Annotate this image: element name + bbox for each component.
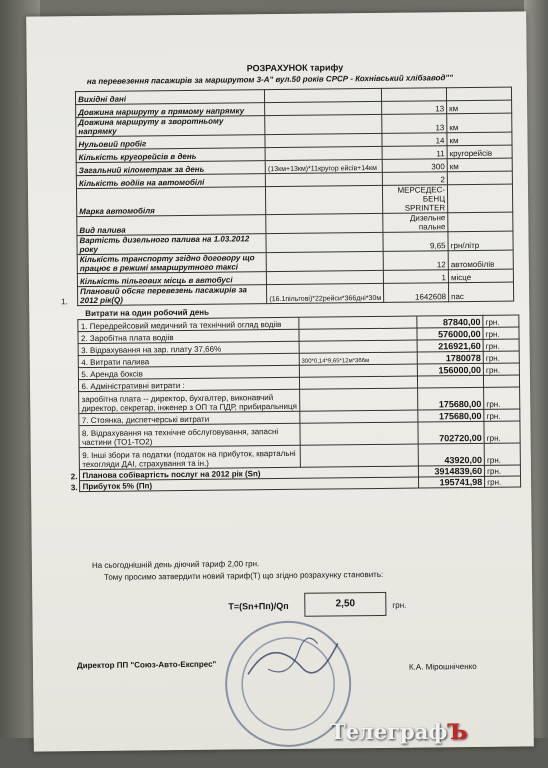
param-formula — [265, 114, 382, 134]
row-number — [58, 236, 77, 255]
params-row — [59, 282, 514, 306]
param-value: 12 — [383, 251, 448, 271]
director-label: Директор ПП "Союз-Авто-Експрес" — [76, 659, 217, 671]
row-number — [61, 448, 80, 470]
param-value: 300 — [382, 159, 447, 173]
row-number — [60, 426, 79, 448]
param-value: МЕРСЕДЕС-БЕНЦ SPRINTER — [382, 185, 447, 214]
param-unit: км — [447, 132, 512, 146]
row-number — [58, 163, 77, 176]
row-number: 1. — [61, 296, 68, 306]
param-formula — [265, 101, 382, 115]
param-label: Кількість пільгових місць в автобусі — [77, 272, 266, 287]
cost-unit: грн. — [483, 351, 519, 363]
watermark-text: Телеграф — [330, 719, 448, 744]
cost-label: 1. Передрейсовий медичний та технічний огляд водіів — [78, 317, 298, 331]
cost-label: 2. Заробітна плата водіів — [78, 329, 298, 343]
cost-label: 5. Аренда боксів — [79, 365, 299, 379]
total-label: Планова собівартість послуг на 2012 рік (Sn) — [80, 466, 418, 481]
param-formula — [266, 185, 383, 214]
cost-value — [417, 375, 484, 388]
total-unit: грн. — [485, 465, 521, 476]
param-unit: пас — [448, 282, 513, 302]
cost-formula — [300, 444, 418, 467]
cost-value: 576000,00 — [416, 327, 483, 340]
row-number — [58, 176, 77, 189]
cost-unit: грн. — [484, 409, 520, 421]
row-number — [58, 150, 77, 163]
cost-value: 175680,00 — [417, 387, 484, 410]
param-label: Загальний кілометраж за день — [76, 161, 265, 176]
cost-label: 9. Інші збори та податки (податок на прибуток, квартальні техогляди ДАІ, страхування та ін.) — [80, 445, 300, 469]
param-formula: (16.1пільгові)*22рейси*366дні*30м — [267, 283, 384, 303]
cost-unit — [484, 375, 520, 387]
param-value: 1642608 — [383, 283, 448, 303]
param-formula — [266, 172, 383, 186]
document-subtitle: на перевезення пасажирів за маршрутом 3-А" вул.50 років СРСР - Кохнівський хлібзавод"" — [86, 73, 454, 87]
row-number — [59, 332, 78, 344]
watermark-logo — [330, 719, 467, 744]
cost-value: 175680,00 — [417, 409, 484, 422]
tariff-formula: Т=(Sn+Пп)/Qп — [228, 600, 289, 612]
row-number: 3. — [70, 482, 78, 492]
total-value: 195741,98 — [418, 476, 485, 488]
param-formula — [265, 133, 382, 147]
cost-unit: грн. — [484, 387, 520, 409]
params-table — [57, 87, 514, 307]
param-value: 2 — [382, 172, 447, 186]
tariff-unit: грн. — [392, 600, 407, 610]
cost-value: 216921,60 — [417, 339, 484, 352]
document-sheet — [26, 11, 534, 751]
cost-value: 1780078 — [417, 351, 484, 364]
param-label: Вартість дизельного палива на 1.03.2012 року — [77, 234, 266, 255]
param-unit: км — [447, 158, 512, 172]
param-label: Довжина маршруту в прямому напрямку — [76, 103, 265, 118]
param-label: Марка автомобіля — [76, 187, 266, 217]
param-unit — [446, 87, 511, 101]
costs-title: Витрати на один робочий день — [85, 307, 210, 319]
cost-unit: грн. — [483, 363, 519, 375]
param-unit: місце — [448, 269, 513, 283]
param-value: 1 — [383, 270, 448, 284]
cost-label: 4. Витрати палива — [79, 353, 299, 367]
cost-label: 3. Відрахування на зар. плату 37,66% — [79, 341, 299, 355]
param-formula — [267, 270, 384, 284]
param-unit: км — [447, 113, 512, 133]
total-label: Прибуток 5% (Пп) — [80, 477, 418, 492]
current-tariff-note: На сьогоднішній день діючий тариф 2,00 грн. — [91, 559, 260, 570]
param-label: Вихідні дані — [75, 90, 264, 105]
row-number — [59, 255, 78, 274]
param-label: Плановий обсяг перевезень пасажирів за 2012 рік(Q) — [77, 285, 266, 306]
cost-label: 7. Стоянка, диспетчерські витрати — [79, 411, 299, 425]
param-value: Дизельне пальне — [383, 213, 448, 233]
param-value: 13 — [382, 114, 447, 134]
row-number: 2. — [70, 471, 78, 481]
row-number — [60, 392, 79, 414]
row-number — [60, 344, 79, 356]
cost-unit: грн. — [483, 315, 519, 327]
param-formula — [266, 251, 383, 271]
params-row — [58, 184, 513, 217]
param-formula — [266, 213, 383, 233]
row-number — [60, 380, 79, 392]
param-value: 11 — [382, 146, 447, 160]
param-unit: автомобілів — [448, 250, 513, 270]
row-number — [57, 137, 76, 150]
param-label: Вид палива — [77, 215, 266, 236]
cost-label: 6. Адміністративні витрати : — [79, 377, 299, 391]
total-value: 3914839,60 — [418, 465, 485, 477]
param-unit: кругорейсів — [447, 145, 512, 159]
row-number — [60, 356, 79, 368]
param-label: Кількість транспорту згідно договору що працює в режимі ммаршрутного таксі — [77, 253, 266, 274]
param-unit — [447, 171, 512, 185]
param-value: 9,65 — [383, 232, 448, 252]
param-unit — [447, 184, 512, 213]
param-formula: (13км+13км)*11кругор ейсів+14км — [265, 159, 382, 173]
cost-value: 156000,00 — [417, 363, 484, 376]
param-value: 13 — [382, 101, 447, 115]
row-number — [57, 118, 76, 137]
cost-value: 43920,00 — [418, 443, 485, 466]
param-unit — [448, 212, 513, 232]
cost-unit: грн. — [484, 443, 520, 465]
cost-label: 8. Відрахування на технічне обслуговування, запасні частини (ТО1-ТО2) — [79, 423, 299, 447]
director-name: К.А. Мірошніченко — [408, 661, 477, 672]
costs-table — [59, 314, 521, 492]
param-label: Довжина маршруту в зворотньому напрямку — [76, 116, 265, 137]
cost-unit: грн. — [483, 327, 519, 339]
row-number — [60, 414, 79, 426]
cost-formula — [299, 388, 417, 411]
row-number — [58, 217, 77, 236]
cost-formula: 300*0,14*9,65*12м*366м — [299, 352, 417, 365]
request-note: Тому просимо затвердити новий тариф(Т) що згідно розрахунку становить: — [103, 569, 384, 582]
tariff-value-box: 2,50 — [304, 592, 386, 617]
total-unit: грн. — [485, 476, 521, 487]
param-formula — [266, 232, 383, 252]
param-label: Нульовий пробіг — [76, 135, 265, 150]
param-formula — [265, 146, 382, 160]
row-number — [59, 274, 78, 287]
cost-unit: грн. — [483, 339, 519, 351]
param-formula — [265, 88, 382, 102]
row-number — [58, 189, 77, 217]
param-value — [381, 88, 446, 102]
cost-value: 87840,00 — [416, 315, 483, 328]
row-number — [60, 368, 79, 380]
param-label: Кількість кругорейсів в день — [76, 148, 265, 163]
param-unit: км — [447, 100, 512, 114]
param-label: Кількість водіів на автомобілі — [76, 174, 265, 189]
row-number — [57, 105, 76, 118]
cost-label: заробітна плата -- директор, бухгалтер, виконавчий директор, секретар, інженер з ОП та ПДР, прибиральниця — [79, 389, 299, 413]
cost-value: 702720,00 — [417, 421, 484, 444]
row-number — [57, 92, 76, 105]
cost-formula — [300, 422, 418, 445]
param-unit: грн/літр — [448, 231, 513, 251]
watermark-accent: Ъ — [447, 719, 468, 744]
cost-unit: грн. — [484, 421, 520, 443]
param-value: 14 — [382, 133, 447, 147]
document-title: РОЗРАХУНОК тарифу — [246, 62, 344, 74]
row-number — [59, 320, 78, 332]
